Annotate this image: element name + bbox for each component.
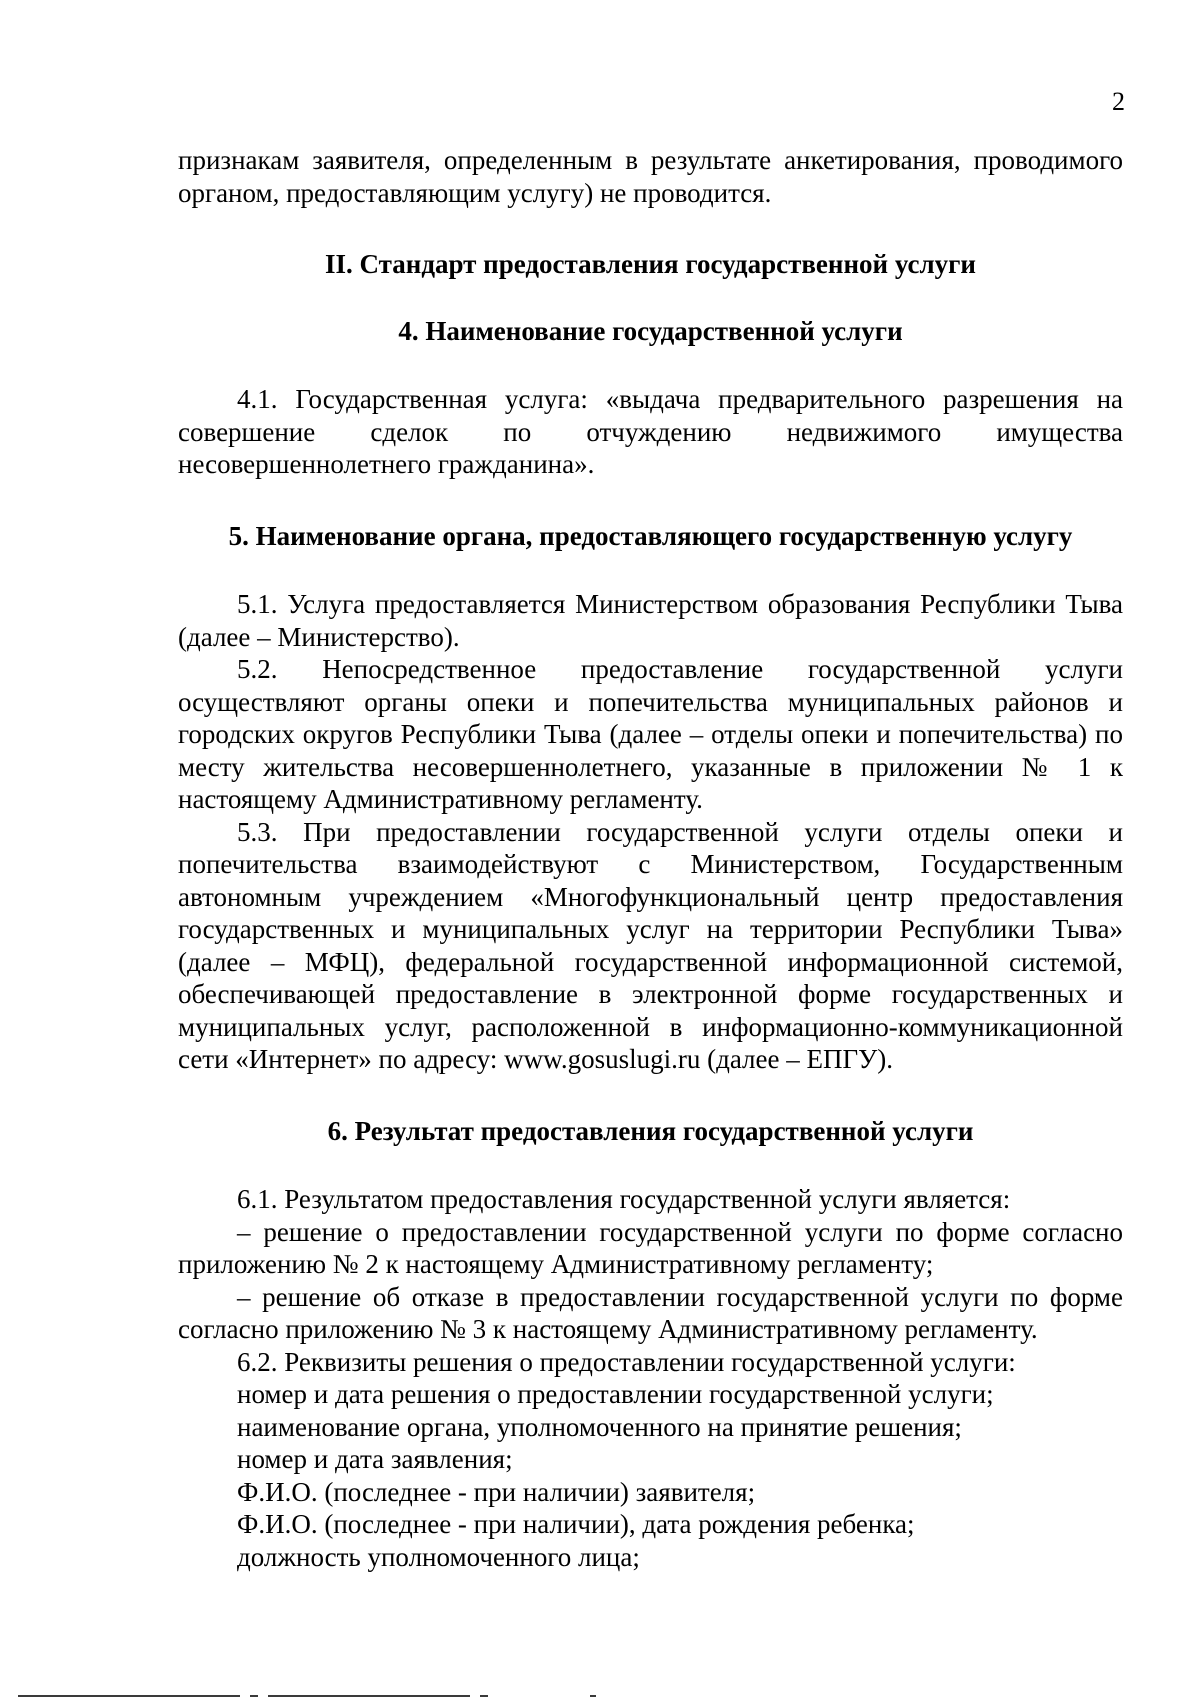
paragraph-5-1: 5.1. Услуга предоставляется Министерством образования Республики Тыва (далее – Министерство).	[178, 589, 1123, 652]
subsection-4-title: 4. Наименование государственной услуги	[398, 315, 903, 346]
requisite-item: Ф.И.О. (последнее - при наличии), дата рождения ребенка;	[237, 1509, 915, 1539]
intro-paragraph: признакам заявителя, определенным в результате анкетирования, проводимого органом, предоставляющим услугу) не проводится.	[178, 145, 1123, 208]
page-number: 2	[1112, 87, 1125, 116]
subsection-5-title: 5. Наименование органа, предоставляющего государственную услугу	[228, 520, 1073, 551]
paragraph-4-1: 4.1. Государственная услуга: «выдача предварительного разрешения на совершение сделок по отчуждению недвижимого имущества несовершеннолетнего гражданина».	[178, 384, 1123, 479]
paragraph-6-1-item-1: – решение о предоставлении государственной услуги по форме согласно приложению № 2 к настоящему Административному регламенту;	[178, 1216, 1123, 1279]
paragraph-6-1-item-2: – решение об отказе в предоставлении государственной услуги по форме согласно приложению № 3 к настоящему Административному регламенту.	[178, 1281, 1123, 1344]
paragraph-6-1: 6.1. Результатом предоставления государственной услуги является:	[237, 1184, 1011, 1214]
paragraph-5-3: 5.3. При предоставлении государственной услуги отделы опеки и попечительства взаимодействуют с Министерством, Государственным автономным учреждением «Многофункциональный центр предоставления государственных и муниципальных услуг на территории Республики Тыва» (далее – МФЦ), федеральной государственной информационной системой, обеспечивающей предоставление в электронной форме государственных и муниципальных услуг, расположенной в информационно-коммуникационной сети «Интернет» по адресу: www.gosuslugi.ru (далее – ЕПГУ).	[178, 816, 1123, 1074]
paragraph-5-2: 5.2. Непосредственное предоставление государственной услуги осуществляют органы опеки и попечительства муниципальных районов и городских округов Республики Тыва (далее – отделы опеки и попечительства) по месту жительства несовершеннолетнего, указанные в приложении № 1 к настоящему Административному регламенту.	[178, 654, 1123, 814]
requisite-item: номер и дата заявления;	[237, 1444, 513, 1474]
scan-edge-rule	[0, 1686, 1200, 1704]
paragraph-6-2: 6.2. Реквизиты решения о предоставлении государственной услуги:	[237, 1346, 1016, 1377]
document-body	[178, 144, 1123, 1573]
section-title: II. Стандарт предоставления государственной услуги	[325, 249, 976, 279]
requisite-item: Ф.И.О. (последнее - при наличии) заявителя;	[237, 1476, 756, 1507]
requisite-item: номер и дата решения о предоставлении государственной услуги;	[237, 1379, 994, 1409]
subsection-6-title: 6. Результат предоставления государственной услуги	[327, 1115, 974, 1146]
requisite-item: наименование органа, уполномоченного на принятие решения;	[237, 1411, 962, 1442]
requisite-item: должность уполномоченного лица;	[237, 1541, 640, 1572]
